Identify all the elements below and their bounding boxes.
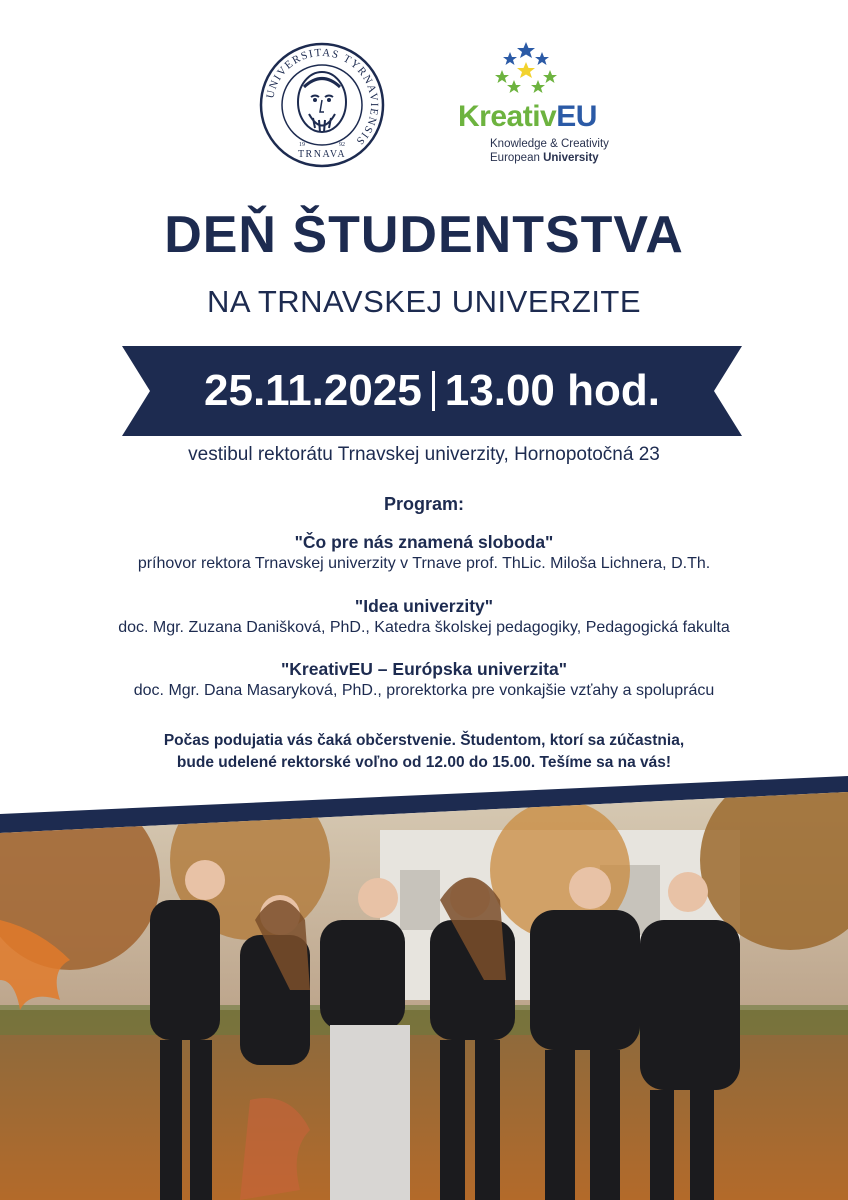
program-item-speaker: doc. Mgr. Dana Masaryková, PhD., prorektorka pre vonkajšie vzťahy a spoluprácu bbox=[133, 682, 715, 699]
event-time: 13.00 hod. bbox=[444, 366, 660, 415]
program-item-speaker: príhovor rektora Trnavskej univerzity v Trnave prof. ThLic. Miloša Lichnera, D.Th. bbox=[137, 555, 711, 572]
banner-separator bbox=[432, 371, 435, 411]
kreativeu-wordmark: KreativEU bbox=[458, 100, 597, 133]
page-subtitle: NA TRNAVSKEJ UNIVERZITE bbox=[206, 284, 642, 319]
program-heading: Program: bbox=[383, 494, 464, 514]
seal-year-right: 92 bbox=[339, 142, 345, 148]
kreativeu-tagline-2: European University bbox=[490, 152, 599, 164]
event-date: 25.11.2025 bbox=[204, 366, 422, 415]
page-title: DEŇ ŠTUDENTSTVA bbox=[164, 206, 684, 264]
seal-bottom-text: TRNAVA bbox=[297, 149, 347, 160]
date-banner-text bbox=[122, 346, 742, 436]
closing-line-1: Počas podujatia vás čaká občerstvenie. Študentom, ktorí sa zúčastnia, bbox=[163, 732, 685, 749]
closing-note bbox=[0, 730, 848, 774]
program-item-title: "Idea univerzity" bbox=[354, 596, 494, 616]
stars-icon bbox=[488, 40, 568, 102]
kreativeu-logo bbox=[458, 40, 638, 170]
students-photo bbox=[0, 770, 848, 1200]
program-item-title: "KreativEU – Európska univerzita" bbox=[281, 659, 567, 679]
program-item-title: "Čo pre nás znamená sloboda" bbox=[294, 532, 554, 552]
program-item-speaker: doc. Mgr. Zuzana Danišková, PhD., Katedra školskej pedagogiky, Pedagogická fakulta bbox=[118, 619, 730, 636]
university-seal-logo bbox=[259, 42, 385, 168]
kreativeu-tagline-1: Knowledge & Creativity bbox=[490, 138, 609, 150]
event-venue: vestibul rektorátu Trnavskej univerzity, Hornopotočná 23 bbox=[188, 444, 660, 465]
seal-year-left: 19 bbox=[299, 142, 305, 148]
seal-ring-text: UNIVERSITAS TYRNAVIENSIS bbox=[264, 46, 381, 148]
closing-line-2: bude udelené rektorské voľno od 12.00 do 15.00. Tešíme sa na vás! bbox=[176, 754, 672, 771]
